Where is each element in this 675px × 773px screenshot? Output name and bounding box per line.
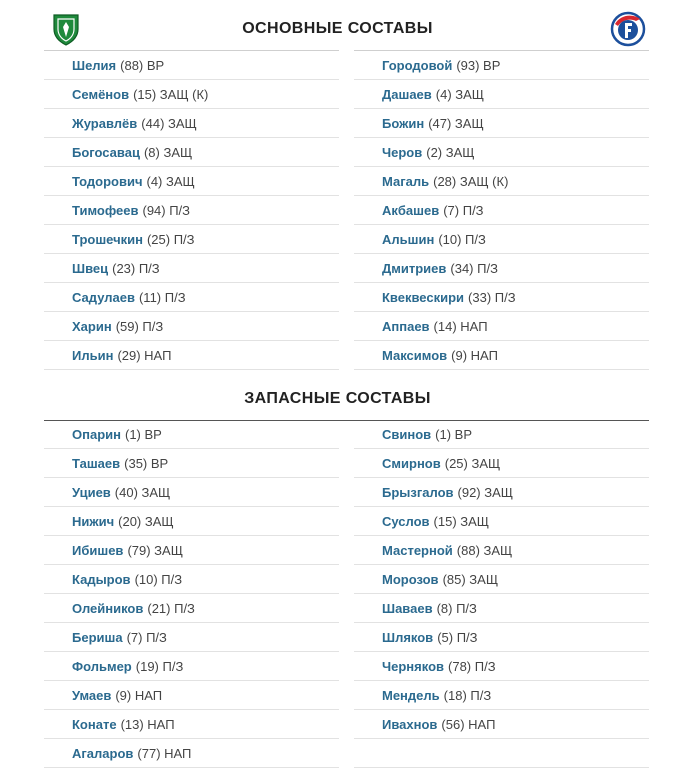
player-row[interactable] <box>354 225 649 254</box>
player-row[interactable] <box>44 80 339 109</box>
player-number-position: (1) ВР <box>124 426 162 442</box>
player-number-position: (19) П/З <box>135 658 184 674</box>
player-row[interactable] <box>354 681 649 710</box>
player-number-position: (92) ЗАЩ <box>457 484 513 500</box>
player-row[interactable] <box>44 594 339 623</box>
player-number-position: (34) П/З <box>450 260 498 276</box>
player-name-link[interactable]: Ибишев <box>72 542 124 558</box>
player-name-link[interactable]: Агаларов <box>72 745 134 761</box>
player-number-position: (59) П/З <box>115 318 164 334</box>
player-name-link[interactable]: Швец <box>72 260 109 276</box>
player-name-link[interactable]: Шляков <box>382 629 434 645</box>
player-number-position: (79) ЗАЩ <box>127 542 183 558</box>
player-row[interactable] <box>44 623 339 652</box>
player-number-position: (56) НАП <box>441 716 496 732</box>
player-name-link[interactable]: Шелия <box>72 57 117 73</box>
away-starters-list <box>354 50 649 370</box>
player-number-position: (5) П/З <box>437 629 478 645</box>
player-number-position: (94) П/З <box>142 202 191 218</box>
player-row[interactable] <box>44 283 339 312</box>
player-name-link[interactable]: Ташаев <box>72 455 121 471</box>
player-number-position: (7) П/З <box>443 202 484 218</box>
player-number-position: (13) НАП <box>120 716 175 732</box>
player-number-position: (40) ЗАЩ <box>114 484 171 500</box>
player-name-link[interactable]: Черов <box>382 144 423 160</box>
player-number-position: (33) П/З <box>468 289 516 305</box>
player-row[interactable] <box>354 138 649 167</box>
player-row[interactable] <box>44 681 339 710</box>
player-number-position: (14) НАП <box>433 318 488 334</box>
player-number-position: (28) ЗАЩ (К) <box>433 173 509 189</box>
player-row[interactable] <box>44 254 339 283</box>
player-row[interactable] <box>354 51 649 80</box>
player-row[interactable] <box>44 109 339 138</box>
player-number-position: (8) П/З <box>436 600 477 616</box>
player-name-link[interactable]: Бериша <box>72 629 123 645</box>
player-row[interactable] <box>354 623 649 652</box>
player-number-position: (18) П/З <box>443 687 492 703</box>
player-name-link[interactable]: Умаев <box>72 687 112 703</box>
player-row[interactable] <box>44 478 339 507</box>
player-name-link[interactable]: Шаваев <box>382 600 433 616</box>
player-number-position: (20) ЗАЩ <box>118 513 174 529</box>
player-name-link[interactable]: Тимофеев <box>72 202 139 218</box>
player-name-link[interactable]: Свинов <box>382 426 432 442</box>
player-row[interactable] <box>354 109 649 138</box>
player-row[interactable] <box>44 652 339 681</box>
player-number-position: (25) ЗАЩ <box>444 455 501 471</box>
player-name-link[interactable]: Журавлёв <box>72 115 138 131</box>
player-number-position: (8) ЗАЩ <box>143 144 193 160</box>
player-name-link[interactable]: Дмитриев <box>382 260 447 276</box>
player-row[interactable] <box>354 341 649 370</box>
player-name-link[interactable]: Мендель <box>382 687 440 703</box>
player-row[interactable] <box>354 565 649 594</box>
player-number-position: (10) П/З <box>438 231 486 247</box>
player-name-link[interactable]: Конате <box>72 716 117 732</box>
player-row[interactable] <box>354 196 649 225</box>
player-name-link[interactable]: Семёнов <box>72 86 130 102</box>
player-number-position: (85) ЗАЩ <box>442 571 499 587</box>
player-row[interactable] <box>44 565 339 594</box>
player-number-position: (25) П/З <box>146 231 195 247</box>
player-number-position: (35) ВР <box>124 455 169 471</box>
substitutes-lineups <box>44 420 649 768</box>
player-number-position: (88) ЗАЩ <box>456 542 513 558</box>
player-number-position: (7) П/З <box>126 629 167 645</box>
away-substitutes-list <box>354 420 649 768</box>
player-name-link[interactable]: Акбашев <box>382 202 440 218</box>
starters-title: ОСНОВНЫЕ СОСТАВЫ <box>242 20 433 37</box>
home-substitutes-list <box>44 420 339 768</box>
player-number-position: (15) ЗАЩ (К) <box>133 86 209 102</box>
player-number-position: (88) ВР <box>120 57 165 73</box>
player-number-position: (15) ЗАЩ <box>433 513 489 529</box>
player-number-position: (93) ВР <box>456 57 501 73</box>
player-name-link[interactable]: Альшин <box>382 231 435 247</box>
player-row[interactable] <box>354 449 649 478</box>
player-number-position: (21) П/З <box>147 600 195 616</box>
player-name-link[interactable]: Мастерной <box>382 542 453 558</box>
player-row[interactable] <box>354 420 649 449</box>
player-name-link[interactable]: Городовой <box>382 57 453 73</box>
player-number-position: (1) ВР <box>435 426 472 442</box>
home-starters-list <box>44 50 339 370</box>
player-row[interactable] <box>354 594 649 623</box>
player-name-link[interactable]: Божин <box>382 115 425 131</box>
player-row[interactable] <box>354 710 649 739</box>
player-row[interactable] <box>354 478 649 507</box>
player-row[interactable] <box>44 710 339 739</box>
player-name-link[interactable]: Олейников <box>72 600 144 616</box>
player-row[interactable] <box>44 225 339 254</box>
player-number-position: (10) П/З <box>134 571 183 587</box>
player-row[interactable] <box>44 739 339 768</box>
substitutes-title: ЗАПАСНЫЕ СОСТАВЫ <box>244 390 431 407</box>
player-row[interactable] <box>354 312 649 341</box>
player-row[interactable] <box>354 254 649 283</box>
player-name-link[interactable]: Фольмер <box>72 658 132 674</box>
player-row[interactable] <box>354 507 649 536</box>
player-name-link[interactable]: Харин <box>72 318 112 334</box>
player-number-position: (2) ЗАЩ <box>426 144 475 160</box>
player-row[interactable] <box>44 51 339 80</box>
player-name-link[interactable]: Суслов <box>382 513 430 529</box>
player-number-position: (4) ЗАЩ <box>435 86 484 102</box>
player-row[interactable] <box>354 80 649 109</box>
player-row[interactable] <box>44 312 339 341</box>
player-name-link[interactable]: Дашаев <box>382 86 432 102</box>
empty-row <box>354 739 649 768</box>
player-number-position: (9) НАП <box>115 687 163 703</box>
player-name-link[interactable]: Брызгалов <box>382 484 454 500</box>
player-row[interactable] <box>44 507 339 536</box>
player-row[interactable] <box>44 420 339 449</box>
player-number-position: (23) П/З <box>112 260 160 276</box>
player-row[interactable] <box>44 536 339 565</box>
player-name-link[interactable]: Кадыров <box>72 571 131 587</box>
starters-lineups <box>44 50 649 370</box>
player-name-link[interactable]: Садулаев <box>72 289 135 305</box>
player-row[interactable] <box>354 652 649 681</box>
player-row[interactable] <box>354 536 649 565</box>
player-name-link[interactable]: Тодорович <box>72 173 143 189</box>
player-number-position: (77) НАП <box>137 745 192 761</box>
player-number-position: (78) П/З <box>448 658 496 674</box>
player-name-link[interactable]: Ильин <box>72 347 114 363</box>
player-number-position: (4) ЗАЩ <box>146 173 195 189</box>
player-number-position: (29) НАП <box>117 347 172 363</box>
player-name-link[interactable]: Уциев <box>72 484 111 500</box>
player-name-link[interactable]: Нижич <box>72 513 115 529</box>
player-name-link[interactable]: Трошечкин <box>72 231 143 247</box>
player-name-link[interactable]: Черняков <box>382 658 445 674</box>
player-row[interactable] <box>44 196 339 225</box>
player-name-link[interactable]: Аппаев <box>382 318 430 334</box>
player-row[interactable] <box>354 283 649 312</box>
player-row[interactable] <box>44 341 339 370</box>
player-name-link[interactable]: Квеквескири <box>382 289 465 305</box>
player-name-link[interactable]: Магаль <box>382 173 430 189</box>
player-name-link[interactable]: Богосавац <box>72 144 140 160</box>
player-name-link[interactable]: Опарин <box>72 426 121 442</box>
player-row[interactable] <box>44 449 339 478</box>
player-number-position: (47) ЗАЩ <box>428 115 484 131</box>
player-row[interactable] <box>354 167 649 196</box>
player-name-link[interactable]: Максимов <box>382 347 448 363</box>
player-number-position: (9) НАП <box>451 347 498 363</box>
player-row[interactable] <box>44 167 339 196</box>
player-name-link[interactable]: Морозов <box>382 571 439 587</box>
player-row[interactable] <box>44 138 339 167</box>
player-name-link[interactable]: Ивахнов <box>382 716 438 732</box>
player-name-link[interactable]: Смирнов <box>382 455 441 471</box>
player-number-position: (44) ЗАЩ <box>141 115 197 131</box>
player-number-position: (11) П/З <box>138 289 186 305</box>
